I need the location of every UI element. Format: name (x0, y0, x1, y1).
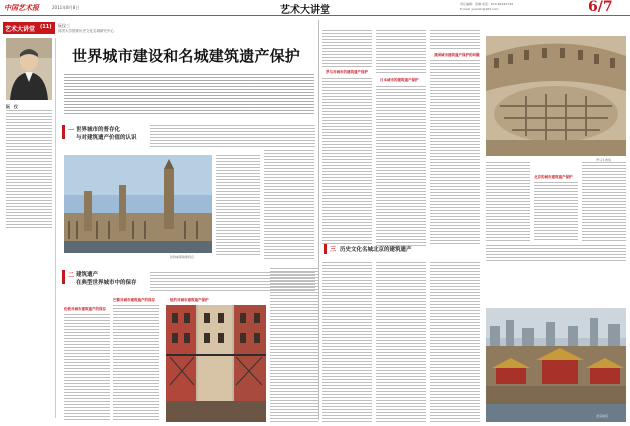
mid-col-2-top (376, 30, 426, 75)
section-3-marker (324, 244, 327, 254)
mid-col-3 (430, 60, 480, 246)
lower-col-3 (270, 268, 318, 422)
colosseum-caption: 罗马斗兽场 (596, 158, 612, 162)
right-col-2 (534, 182, 578, 242)
masthead (0, 0, 630, 16)
section-2-title: 建筑遗产 (76, 272, 99, 278)
subhead-rome: 巴黎对城市建筑遗产的保存 (113, 298, 155, 302)
byline-desc: 同济大学国家历史文化名城研究中心 (58, 29, 114, 33)
section-2-title-2: 在典型世界城市中的保存 (76, 280, 137, 286)
section-title: 艺术大讲堂 (280, 5, 330, 16)
section-1-title-2: 与对建筑遗产价值的认识 (76, 135, 137, 141)
author-portrait (6, 38, 52, 100)
newyork-photo (166, 305, 266, 422)
lower-col-1 (64, 314, 110, 422)
subhead-mid-1: 罗马对城市的建筑遗产保护 (326, 70, 368, 74)
mid-col-1 (322, 78, 372, 246)
col-text-a (216, 155, 260, 255)
center-divider (318, 20, 319, 420)
subhead-mid-2: 日本城市的建筑遗产保护 (380, 78, 419, 82)
section-1-number: 一 (68, 127, 75, 134)
page-number: 6/7 (588, 0, 613, 15)
mid-col-1-top (322, 30, 372, 68)
column-label: 艺术大讲堂 (5, 26, 36, 33)
column-label-number: (11) (40, 24, 52, 30)
mid-col-3-top (430, 30, 480, 50)
lower-col-2 (113, 305, 159, 422)
intro-text (64, 74, 314, 114)
editor-info: 责任编辑：袁琳 电话：010-84442794 (460, 2, 514, 6)
right-col-3 (582, 162, 626, 242)
london-parliament-photo (64, 155, 212, 253)
section-2-number: 二 (68, 272, 75, 279)
section-1-marker (62, 125, 65, 139)
headline: 世界城市建设和名城建筑遗产保护 (72, 47, 301, 65)
issue-date: 2011年8月8日 (52, 5, 80, 10)
email-info: E-mail: yuanlin@163.com (460, 7, 499, 11)
colosseum-photo (486, 36, 626, 156)
column-label-box (3, 22, 55, 34)
beijing-forbidden-city-photo (486, 308, 626, 422)
section-3-intro (486, 245, 626, 261)
author-label: 阮 仪 (6, 104, 18, 109)
right-col-1 (486, 162, 530, 242)
low-mid-col-1 (322, 262, 372, 422)
beijing-caption: 北京故宫 (596, 414, 609, 418)
left-divider (55, 38, 56, 418)
section-2-marker (62, 270, 65, 284)
london-caption: 伦敦威斯敏斯特宫 (170, 255, 195, 259)
subhead-right-1: 北京的城市建筑遗产保护 (534, 175, 573, 179)
author-bio-text (6, 110, 52, 230)
low-mid-col-2 (376, 262, 426, 422)
col-text-b (264, 150, 314, 260)
subhead-paris: 伦敦对城市建筑遗产的保存 (64, 307, 106, 311)
mid-col-2 (376, 86, 426, 246)
section-3-number: 三 (330, 246, 337, 253)
section-1-text (150, 125, 315, 147)
masthead-rule (0, 15, 630, 16)
low-mid-col-3 (430, 262, 480, 422)
subhead-mid-3: 我国城市建筑遗产保护的问题 (434, 53, 480, 57)
byline-name: 阮仪三 (58, 23, 70, 28)
subhead-newyork-text: 纽约对城市建筑遗产保护 (170, 298, 209, 302)
newspaper-logo: 中国艺术报 (4, 3, 39, 12)
section-3-title: 历史文化名城北京的建筑遗产 (340, 247, 412, 253)
section-1-title: 世界城市的普存化 (76, 127, 121, 133)
